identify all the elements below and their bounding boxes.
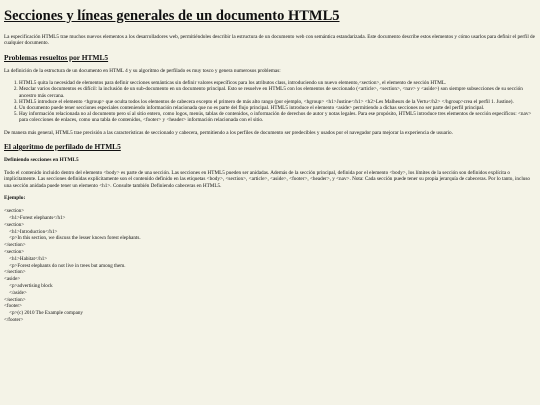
code-line: <p>Forest elephants do not live in trees but among them. bbox=[4, 262, 126, 269]
code-line: </section> bbox=[4, 269, 26, 276]
code-line: <section> bbox=[4, 221, 25, 228]
code-line: <aside> bbox=[4, 276, 21, 283]
list-item: 3. HTML5 introduce el elemento <hgroup> que oculta todos los elementos de cabecera excepto el primero de más alto rango (por ejemplo, <hgroup> <h1>Justine</h1> <h2>Les Malheurs de la Vertu</h2> </hgroup>crea el perfil 1. Justine). bbox=[19, 99, 536, 105]
code-line: <p>(c) 2010 The Example company bbox=[4, 310, 83, 317]
code-line: </section> bbox=[4, 296, 26, 303]
problems-heading: Problemas resueltos por HTML5 bbox=[4, 52, 109, 62]
algorithm-paragraph: Todo el contenido incluido dentro del elemento <body> es parte de una sección. Las secciones en HTML5 pueden ser anidadas. Además de la sección principal, definida por el elemento <body>, los límites de la sección son definidos explícita o implícitamente. Las secciones definidas explícitamente son el contenido definido en las etiquetas <body>, <section>, <article>, <aside>, <footer>, <header>, y <nav>. Nota: Cada sección puede tener su propia jerarquía de cabeceras. Por lo tanto, incluso una sección anidada puede tener un elemento <h1>. Consulte también Definiendo cabeceras en HTML5. bbox=[4, 170, 530, 189]
list-item: 5. Hay información relacionada no al documento pero sí al sitio entero, como logos, menús, tablas de contenidos, o información de derechos de autor y notas legales. Para ese propósito, HTML5 introduce tres elementos de sección específicos: <nav> para colecciones de enlaces, como una tabla de contenidos, <footer> y <header> información relacionada con el sitio. bbox=[19, 111, 536, 123]
summary-paragraph: De manera más general, HTML5 trae precisión a las características de seccionado y cabecera, permitiendo a los perfiles de documento ser predecibles y usados por el navegador para mejorar la experiencia de usuario. bbox=[4, 129, 453, 136]
code-line: <p>advertising block bbox=[4, 283, 53, 290]
list-item: 2. Mezclar varios documentos es difícil: la inclusión de un sub-documento en un documento principal. Esto se resuelve en HTML5 con los elementos de seccionado (<article>, <section>, <nav> y <aside>) son siempre subsecciones de su sección ancestro más cercana. bbox=[19, 86, 536, 98]
problems-list bbox=[4, 80, 536, 123]
code-line: <section> bbox=[4, 249, 25, 256]
code-example bbox=[4, 208, 536, 324]
problems-lead: La definición de la estructura de un documento en HTML 4 y su algoritmo de perfilado es muy tosco y genera numerosos problemas: bbox=[4, 67, 281, 74]
code-line: </section> bbox=[4, 242, 26, 249]
code-line: <h1>Introduction</h1> bbox=[4, 228, 58, 235]
page-title: Secciones y líneas generales de un documento HTML5 bbox=[4, 8, 340, 24]
list-item: 4. Un documento puede tener secciones especiales conteniendo información relacionada que no es parte del flujo principal. HTML5 introduce el elemento <aside> permitiendo a dichas secciones no ser parte del perfil principal. bbox=[19, 105, 536, 111]
intro-paragraph: La especificación HTML5 trae muchos nuevos elementos a los desarrolladores web, permitiéndoles describir la estructura de un documento web con semántica estandarizada. Este documento describe estos elementos y cómo usarlos para definir el perfil de cualquier documento. bbox=[4, 34, 535, 47]
code-line: </footer> bbox=[4, 317, 24, 324]
code-line: <footer> bbox=[4, 303, 22, 310]
example-label: Ejemplo: bbox=[4, 195, 26, 202]
code-line: </aside> bbox=[4, 289, 27, 296]
algorithm-heading: El algoritmo de perfilado de HTML5 bbox=[4, 142, 121, 152]
code-line: <section> bbox=[4, 208, 25, 215]
list-item: 1. HTML5 quita la necesidad de elementos para definir secciones semánticas sin definir valores específicos para los atributos class, introduciendo un nuevo elemento,<section>, el elemento de sección HTML. bbox=[19, 80, 536, 86]
code-line: <h1>Habitat</h1> bbox=[4, 255, 48, 262]
defining-sections-subheading: Definiendo secciones en HTML5 bbox=[4, 157, 79, 164]
code-line: <h1>Forest elephants</h1> bbox=[4, 215, 66, 222]
code-line: <p>In this section, we discuss the lesser known forest elephants. bbox=[4, 235, 141, 242]
